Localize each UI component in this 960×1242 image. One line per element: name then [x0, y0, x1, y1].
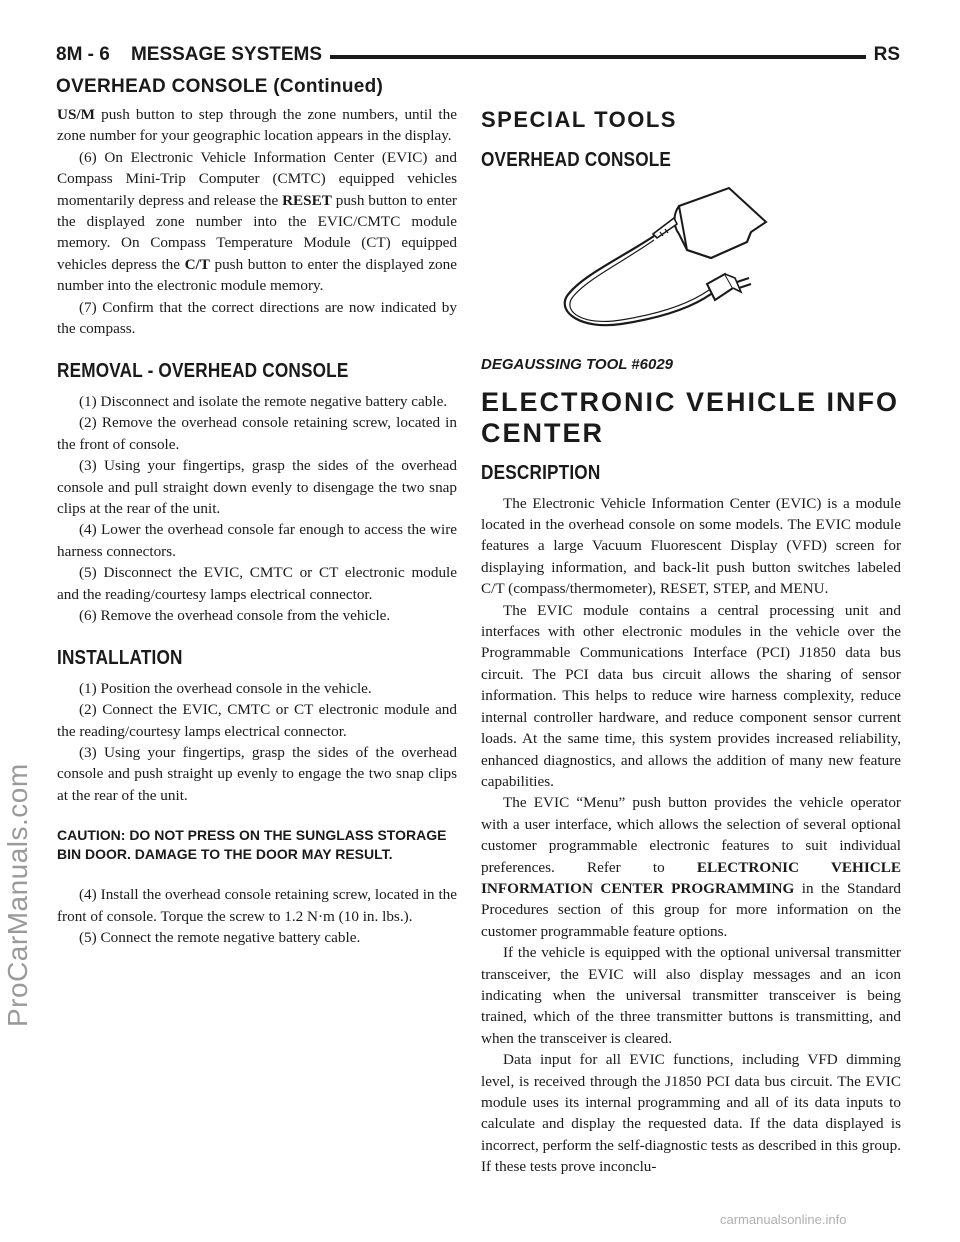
removal-step: (6) Remove the overhead console from the vehicle. [79, 606, 391, 624]
description-heading: DESCRIPTION [481, 462, 601, 485]
removal-step: (5) Disconnect the EVIC, CMTC or CT electronic module and the reading/courtesy lamps electrical connector. [57, 564, 457, 603]
overhead-console-heading: OVERHEAD CONSOLE [481, 149, 672, 172]
tool-caption: DEGAUSSING TOOL #6029 [481, 355, 674, 373]
removal-heading: REMOVAL - OVERHEAD CONSOLE [57, 360, 349, 383]
header-section-title: 8M - 6 MESSAGE SYSTEMS [56, 44, 330, 66]
paragraph: US/M push button to step through the zone numbers, until the zone number for your geographic location appears in the display. [57, 106, 457, 145]
description-paragraph: The Electronic Vehicle Information Center (EVIC) is a module located in the overhead console on some models. The EVIC module features a large Vacuum Fluorescent Display (VFD) screen for displaying information, and back-lit push button switches labeled C/T (compass/thermometer), RESET, STEP, and MENU. [481, 494, 901, 598]
removal-step: (2) Remove the overhead console retaining screw, located in the front of console. [57, 414, 457, 453]
evic-heading: ELECTRONIC VEHICLE INFO CENTER [481, 387, 900, 449]
footer-watermark: carmanualsonline.info [720, 1212, 847, 1227]
degaussing-tool-icon [561, 180, 781, 340]
description-paragraph: The EVIC module contains a central processing unit and interfaces with other electronic modules in the vehicle over the Programmable Communications Interface (PCI) J1850 data bus circuit. The PCI data bus circuit allows the sharing of sensor information. This helps to reduce wire harness complexity, reduce internal controller hardware, and reduce component sensor current loads. At the same time, this system provides increased reliability, enhanced diagnostics, and allows the addition of many new feature capabilities. [481, 601, 901, 790]
installation-heading: INSTALLATION [57, 647, 183, 670]
continued-heading: OVERHEAD CONSOLE (Continued) [56, 76, 384, 97]
removal-step: (4) Lower the overhead console far enough to access the wire harness connectors. [57, 521, 457, 560]
special-tools-heading: SPECIAL TOOLS [481, 107, 677, 132]
removal-step: (1) Disconnect and isolate the remote negative battery cable. [79, 392, 448, 410]
paragraph: (6) On Electronic Vehicle Information Center (EVIC) and Compass Mini-Trip Computer (CMTC) equipped vehicles momentarily depress and release the RESET push button to enter the displayed zone number into the EVIC/CMTC module memory. On Compass Temperature Module (CT) equipped vehicles depress the C/T push button to enter the displayed zone number into the electronic module memory. [57, 148, 457, 295]
install-step: (2) Connect the EVIC, CMTC or CT electronic module and the reading/courtesy lamps electrical connector. [57, 701, 457, 740]
right-column [481, 104, 901, 1178]
description-paragraph: The EVIC “Menu” push button provides the vehicle operator with a user interface, which allows the selection of several optional customer programmable electronic features to suit individual preferences. Refer to ELECTRONIC VEHICLE INFORMATION CENTER PROGRAMMING in the Standard Procedures section of this group for more information on the customer programmable feature options. [481, 794, 902, 940]
left-column [57, 104, 457, 948]
description-paragraph: Data input for all EVIC functions, including VFD dimming level, is received through the J1850 PCI data bus circuit. The EVIC module uses its internal programming and all of its data inputs to calculate and display the requested data. If the data displayed is incorrect, perform the self-diagnostic tests as described in this group. If these tests prove inconclu- [481, 1051, 901, 1176]
install-step: (3) Using your fingertips, grasp the sides of the overhead console and push straight up evenly to engage the two snap clips at the rear of the unit. [57, 743, 457, 804]
header-code: RS [866, 44, 900, 66]
description-paragraph: If the vehicle is equipped with the optional universal transmitter transceiver, the EVIC will also display messages and an icon indicating when the universal transmitter transceiver is being trained, which of the three transmitter buttons is transmitting, and when the transceiver is cleared. [481, 944, 901, 1047]
install-step: (5) Connect the remote negative battery cable. [79, 929, 361, 946]
side-watermark: ProCarManuals.com [2, 763, 33, 1027]
caution-note: CAUTION: DO NOT PRESS ON THE SUNGLASS STORAGE BIN DOOR. DAMAGE TO THE DOOR MAY RESULT. [57, 827, 447, 863]
page-header [56, 44, 900, 74]
removal-step: (3) Using your fingertips, grasp the sides of the overhead console and pull straight down evenly to disengage the two snap clips at the rear of the unit. [57, 457, 457, 517]
paragraph: (7) Confirm that the correct directions are now indicated by the compass. [57, 298, 457, 338]
install-step: (4) Install the overhead console retaining screw, located in the front of console. Torque the screw to 1.2 N·m (10 in. lbs.). [57, 886, 457, 925]
install-step: (1) Position the overhead console in the vehicle. [79, 679, 372, 697]
degaussing-tool-figure [481, 180, 901, 350]
